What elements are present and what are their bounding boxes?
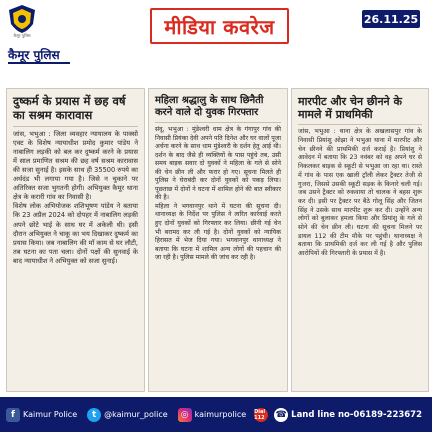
clipping-body: जांस, भभुआ : जिला व्यवहार न्यायालय के पाक्सो एक्ट के विशेष न्यायाधीश प्रमोद कुमार पांडेय ने नाबालिग लड़की को बल कर दुष्कर्म करने के प्रयास में साल प्रमाणित सश्रम की छह वर्ष सश्रम कारावास की सजा सुनाई है। इसके साथ ही 35500 रुपये का अर्थदंड भी लगाया गया है। जिसे न चुकाने पर अतिरिक्त सजा भुगतनी होगी। अभियुक्त कैमूर थाना क्षेत्र के करारी गांव का निवासी है। विशेष लोक अभियोजक शशिभूषण पांडेय ने बताया कि 23 अप्रैल 2024 को दोपहर में नाबालिग लड़की अपने छोटे भाई के साथ घर में अकेली थी। इसी दौरान अभियुक्त ने चाकू का भय दिखाकर दुष्कर्म का प्रयास किया। जब नाबालिग की माँ काम से घर लौटी, तब घटना का पता चला। दोनों पक्षों की सुनवाई के बाद न्यायाधीश ने अभियुक्त को सजा सुनाई। xyxy=(13,129,138,265)
twitter-icon: t xyxy=(87,408,101,422)
instagram-link[interactable] xyxy=(178,408,247,422)
facebook-handle: Kaimur Police xyxy=(23,410,78,419)
instagram-handle: kaimurpolice xyxy=(194,410,247,419)
clipping-body: संवू, भभुआ : मुंडेश्वरी धाम क्षेत्र के गंगापुर गांव की निवासी प्रियंका देवी अपने पति दिनेश और घर वालों पूजा अर्चना करने के साथ धाम मुंडेश्वरी के दर्शन हेतु आई थी। दर्शन के बाद जैसे ही व्यक्तियों के पास पहुंचे तब, उसी समय बाइक सवार दो युवकों ने महिला के गले से सोने की चेन छीन ली और फरार हो गए। सूचना मिलते ही पुलिस ने घेराबंदी कर दोनों युवकों को पकड़ लिया। पूछताछ में दोनों ने घटना में शामिल होने की बात स्वीकार की है। महिला ने भगवानपुर थाने में घटना की सूचना दी। थानाध्यक्ष के निर्देश पर पुलिस ने त्वरित कार्रवाई करते हुए दोनों युवकों को गिरफ्तार कर लिया। छीनी गई चेन भी बरामद कर ली गई है। दोनों युवकों को न्यायिक हिरासत में भेज दिया गया। भगवानपुर थानाध्यक्ष ने बताया कि घटना में शामिल अन्य लोगों की पहचान की जा रही है। पुलिस मामले की जांच कर रही है। xyxy=(155,126,281,262)
date-badge: 26.11.25 xyxy=(362,10,420,28)
facebook-link[interactable] xyxy=(6,408,77,422)
media-coverage-title-box xyxy=(150,8,289,44)
police-emblem-icon xyxy=(6,4,38,34)
org-label: कैमूर पुलिस xyxy=(8,48,60,62)
clipping-headline: मारपीट और चेन छीनने के मामले में प्राथमिकी xyxy=(298,95,402,122)
news-clipping-2 xyxy=(148,88,288,392)
page-title: मीडिया कवरेज xyxy=(164,14,275,39)
clipping-headline: दुष्कर्म के प्रयास में छह वर्ष का सश्रम कारावास xyxy=(13,94,126,122)
news-clipping-3 xyxy=(291,88,429,392)
phone-icon: ☎ xyxy=(275,409,287,420)
facebook-icon: f xyxy=(6,408,20,422)
twitter-handle: @kaimur_police xyxy=(104,410,168,419)
footer-bar xyxy=(0,397,432,432)
landline-info xyxy=(274,408,422,422)
landline-number: Land line no-06189-223672 xyxy=(291,409,423,420)
org-underline xyxy=(8,62,70,64)
dial-112-icon: Dial 112 xyxy=(254,408,268,422)
twitter-link[interactable] xyxy=(87,408,168,422)
instagram-icon: ◎ xyxy=(178,408,192,422)
news-clipping-1 xyxy=(6,88,145,392)
dial-112-badge xyxy=(254,408,268,422)
logo-caption: कैमूर पुलिस xyxy=(13,33,31,38)
clipping-body: जांस, भभुआ : थाना क्षेत्र के अखलासपुर गांव के निवासी प्रियांशु ओझा ने भभुआ थाना में मारपीट और चेन छीनने की प्राथमिकी दर्ज कराई है। प्रियांशु ने आवेदन में बताया कि 23 नवंबर को वह अपने घर से निकलकर बाइक से स्कूटी से भभुआ जा रहा था। रास्ते में गांव के पास एक खाली ट्रॉली लेकर ट्रैक्टर तेजी से गुजरा, जिससे उसकी स्कूटी सड़क के किनारे चली गई। जब उसने ट्रैक्टर को रुकवाया तो चालक ने बहस शुरू कर दी। इसी पर ट्रैक्टर पर बैठे गोलू सिंह और जितन सिंह ने उसके साथ मारपीट शुरू कर दी। उन्होंने अन्य लोगों को बुलाकर हमला किया और प्रियांशु के गले से सोने की चेन छीन ली। घटना की सूचना मिलने पर डायल 112 की टीम मौके पर पहुंची। थानाध्यक्ष ने बताया कि प्राथमिकी दर्ज कर ली गई है और पुलिस आरोपियों की गिरफ्तारी के प्रयास में है। xyxy=(298,128,422,257)
clipping-headline: महिला श्रद्धालु के साथ छिनैती करने वाले दो युवक गिरफ्तार xyxy=(155,95,264,118)
